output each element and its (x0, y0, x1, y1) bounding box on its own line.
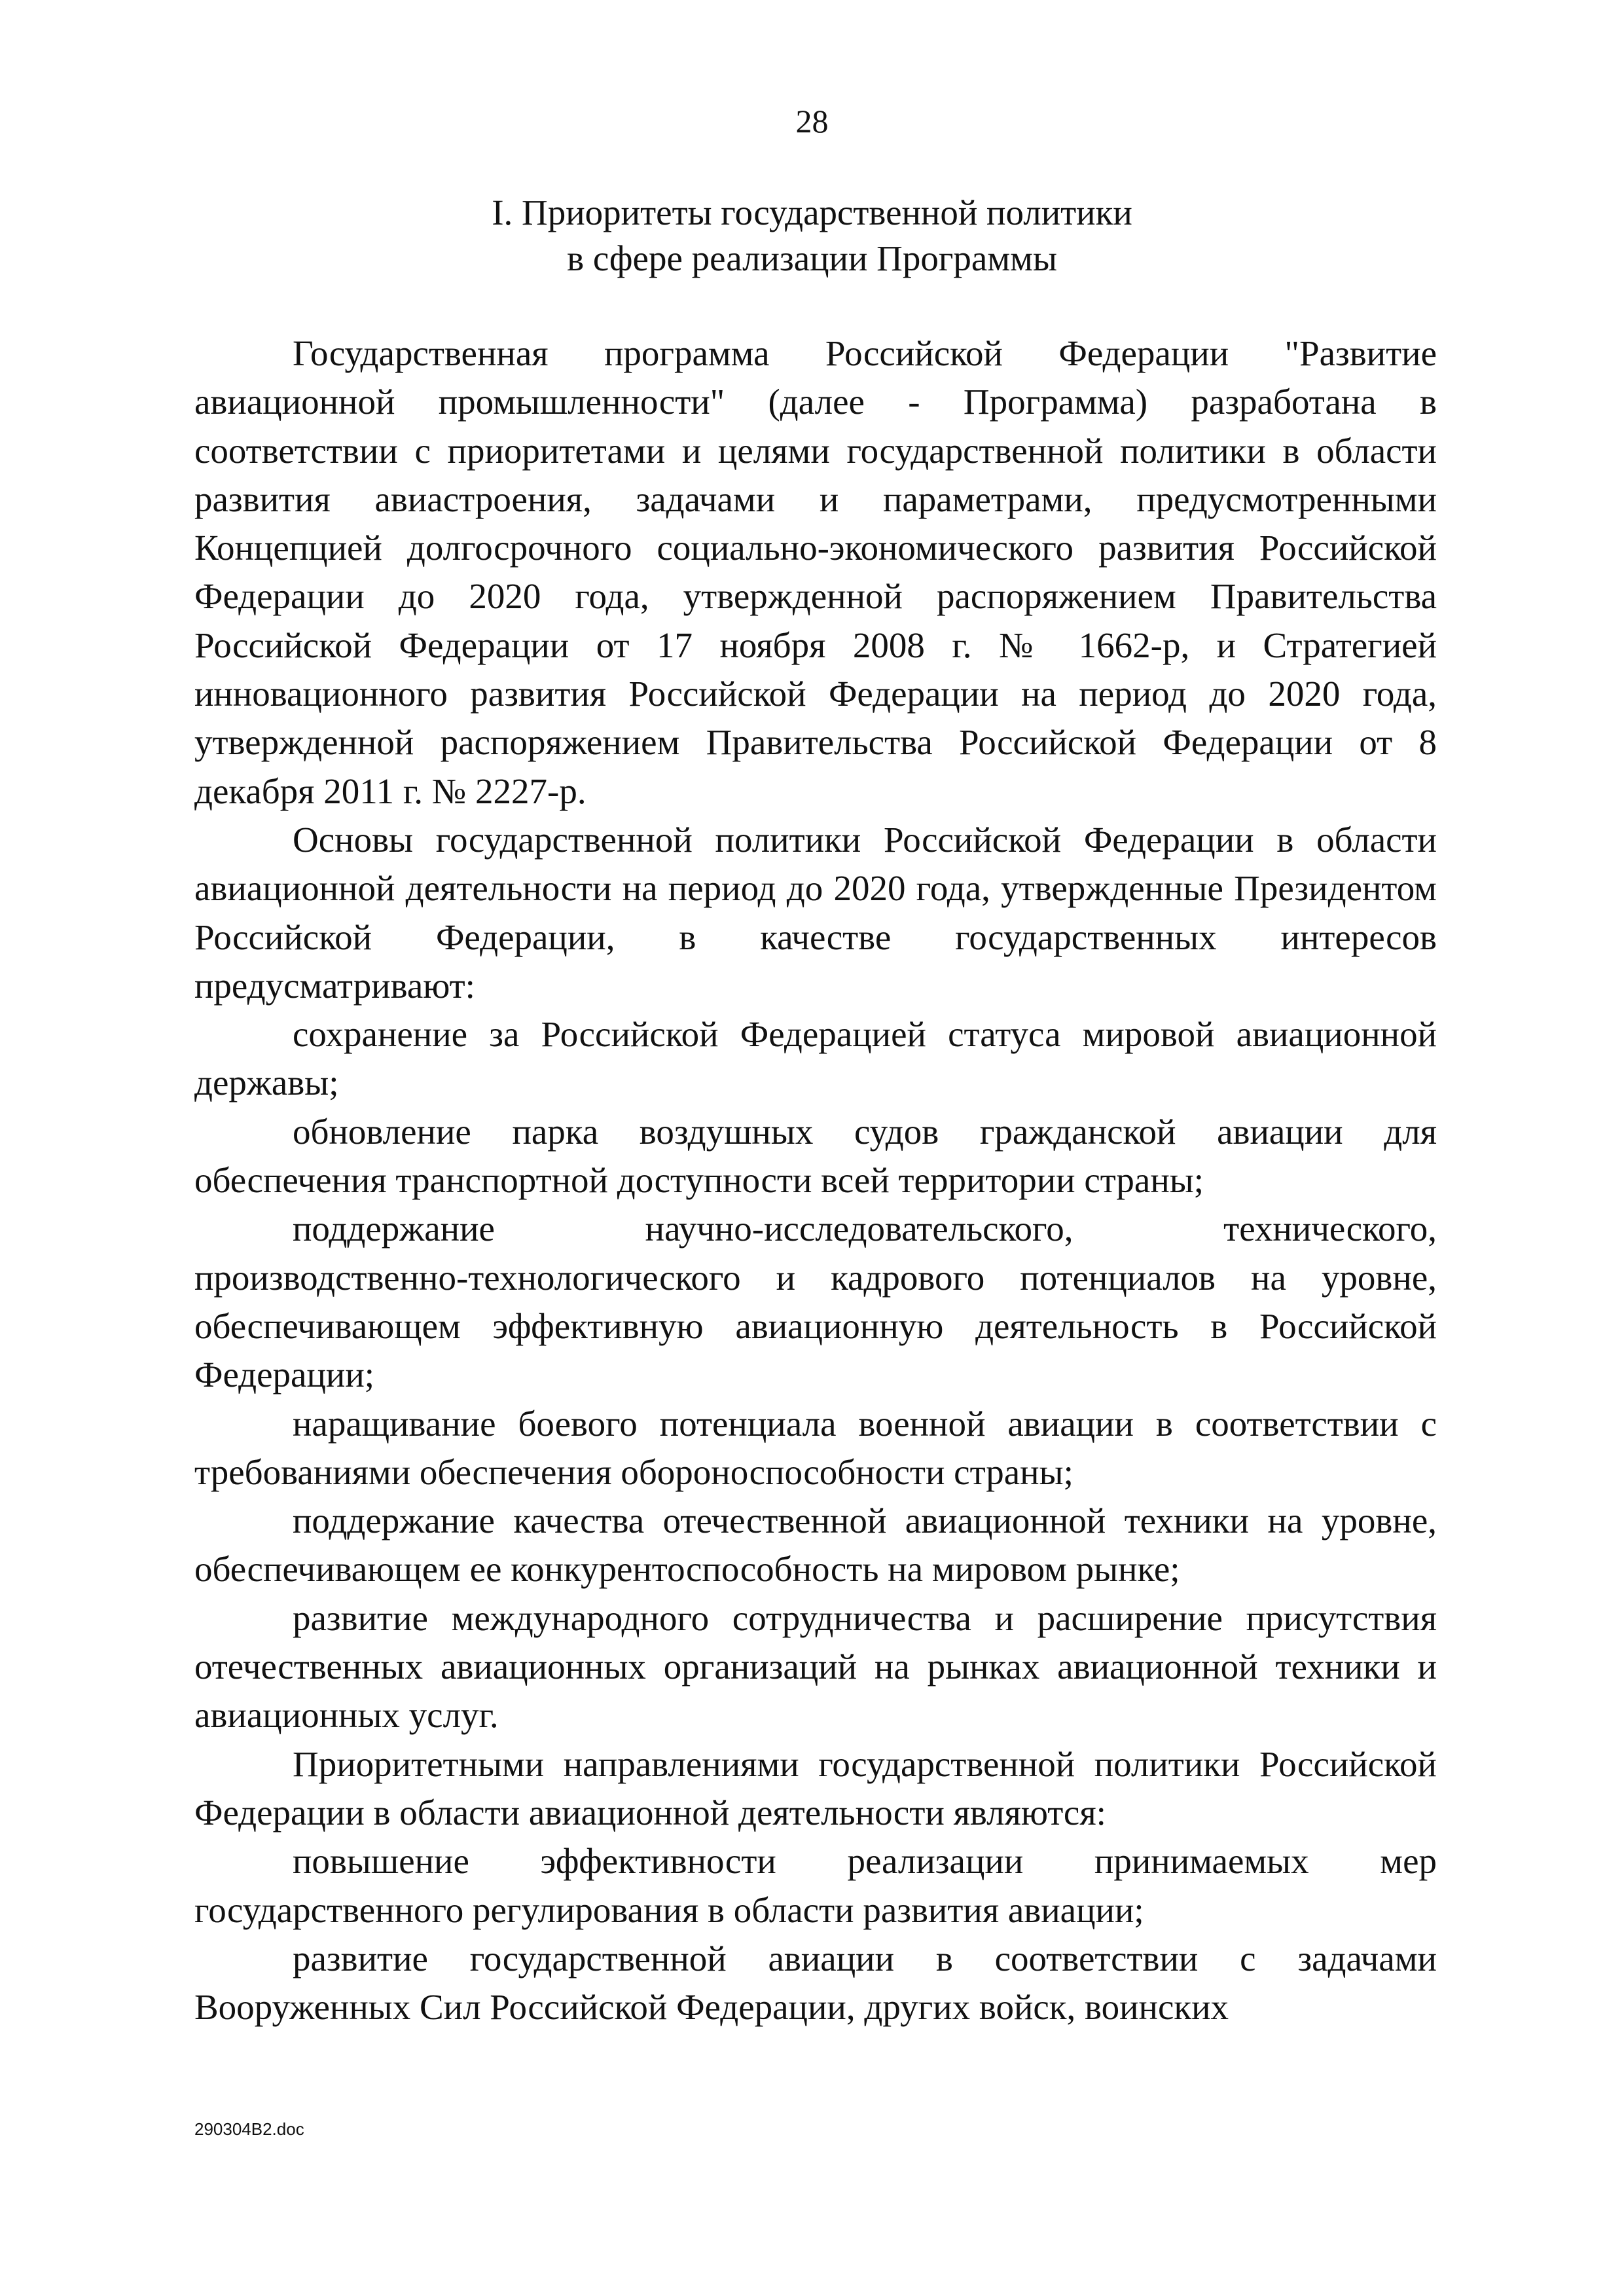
page-number: 28 (795, 103, 829, 139)
paragraph-priority-directions: Приоритетными направлениями государственной политики Российской Федерации в области авиационной деятельности являются: (194, 1743, 1437, 1832)
document-file-code: 290304B2.doc (194, 2119, 304, 2139)
list-item-potential-support: поддержание научно-исследовательского, технического, производственно-технологического и кадрового потенциалов на уровне, обеспечивающем эффективную авиационную деятельность в Российской Федерации; (194, 1209, 1437, 1395)
section-title (0, 190, 1624, 282)
list-item-international-cooperation: развитие международного сотрудничества и расширение присутствия отечественных авиационных организаций на рынках авиационной техники и авиационных услуг. (194, 1597, 1437, 1736)
list-item-aviation-status: сохранение за Российской Федерацией статуса мировой авиационной державы; (194, 1014, 1437, 1103)
paragraph-program-basis: Государственная программа Российской Федерации "Развитие авиационной промышленности" (далее - Программа) разработана в соответствии с приоритетами и целями государственной политики в области развития авиастроения, задачами и параметрами, предусмотренными Концепцией долгосрочного социально-экономического развития Российской Федерации до 2020 года, утвержденной распоряжением Правительства Российской Федерации от 17 ноября 2008 г. № 1662-р, и Стратегией инновационного развития Российской Федерации на период до 2020 года, утвержденной распоряжением Правительства Российской Федерации от 8 декабря 2011 г. № 2227-р. (194, 333, 1437, 811)
document-body (194, 329, 1437, 2032)
list-item-fleet-renewal: обновление парка воздушных судов гражданской авиации для обеспечения транспортной доступности всей территории страны; (194, 1111, 1437, 1201)
section-title-line-1: I. Приоритеты государственной политики (492, 192, 1132, 232)
list-item-military-aviation: наращивание боевого потенциала военной авиации в соответствии с требованиями обеспечения обороноспособности страны; (194, 1403, 1437, 1492)
list-item-regulation-efficiency: повышение эффективности реализации принимаемых мер государственного регулирования в области развития авиации; (194, 1841, 1437, 1930)
list-item-quality-support: поддержание качества отечественной авиационной техники на уровне, обеспечивающем ее конкурентоспособность на мировом рынке; (194, 1501, 1437, 1590)
paragraph-policy-foundations: Основы государственной политики Российской Федерации в области авиационной деятельности на период до 2020 года, утвержденные Президентом Российской Федерации, в качестве государственных интересов предусматривают: (194, 819, 1437, 1006)
section-title-line-2: в сфере реализации Программы (567, 238, 1057, 278)
list-item-state-aviation: развитие государственной авиации в соответствии с задачами Вооруженных Сил Российской Федерации, других войск, воинских (194, 1938, 1437, 2028)
